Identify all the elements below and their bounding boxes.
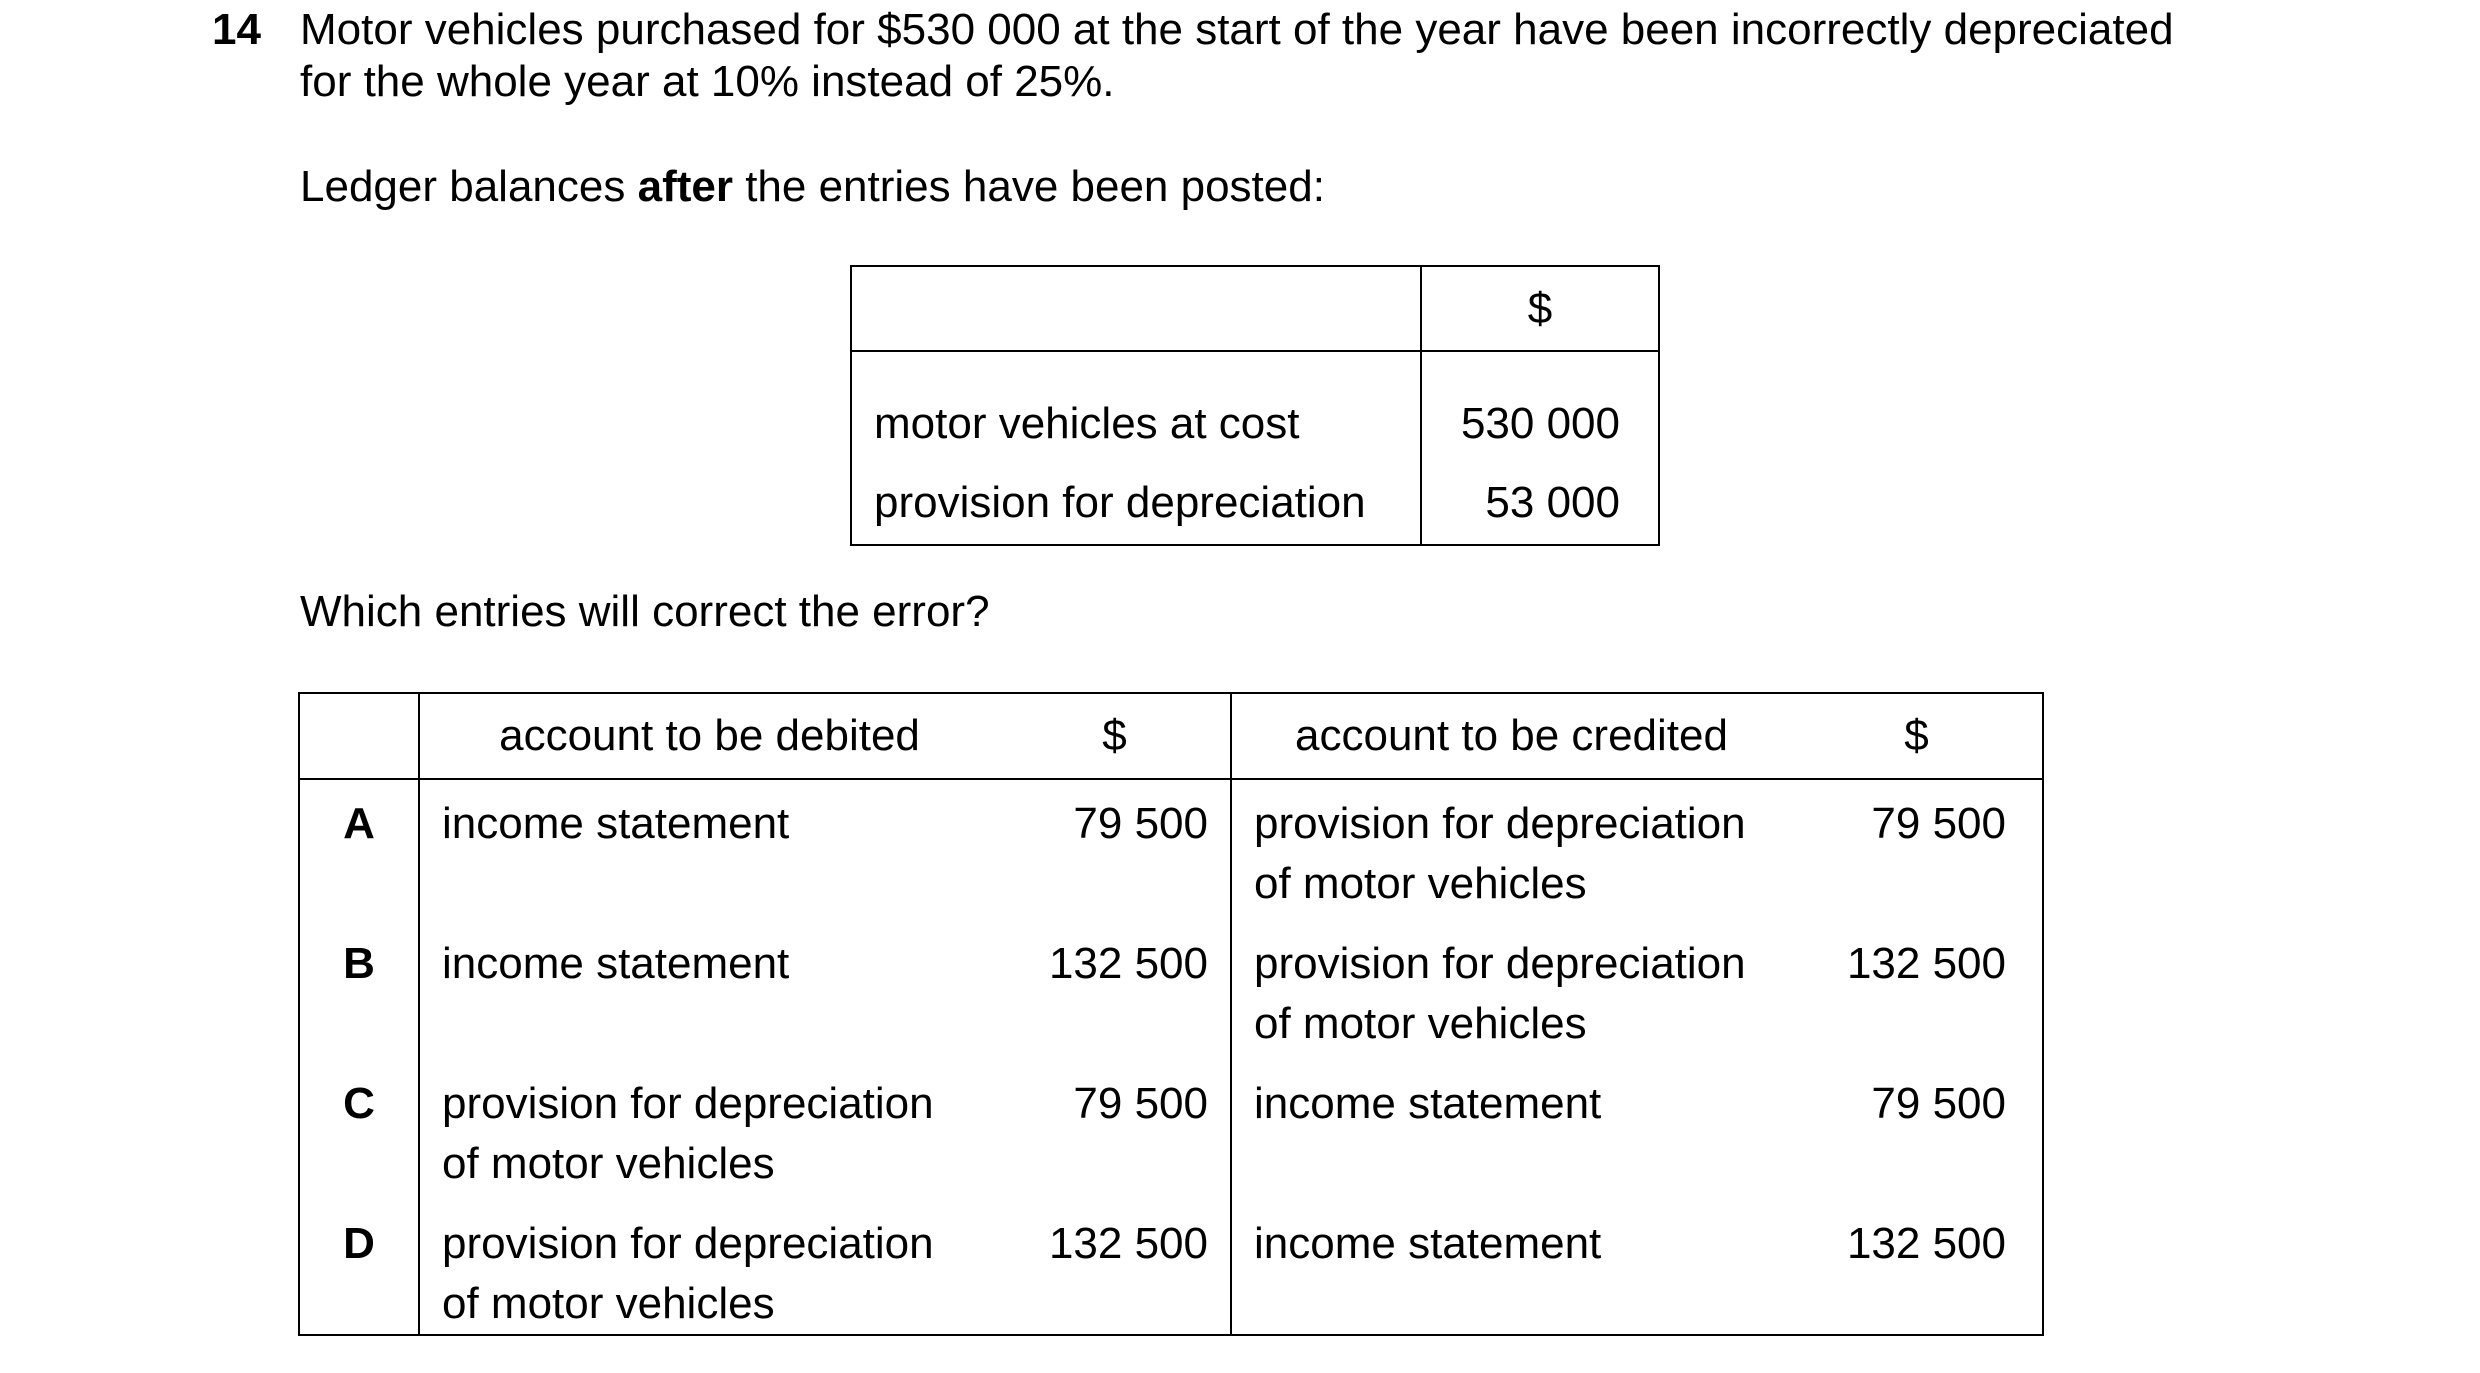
- option-letter[interactable]: D: [299, 1214, 419, 1335]
- options-header-blank: [299, 693, 419, 779]
- option-credit-line-1: income statement: [1254, 1079, 1602, 1128]
- option-debit-line-1: income statement: [442, 799, 790, 848]
- option-debit-line-2: [442, 854, 999, 914]
- option-debit-line-1: provision for depreciation: [442, 1079, 934, 1128]
- option-credit-account: [1231, 1214, 1791, 1335]
- option-letter[interactable]: C: [299, 1074, 419, 1214]
- option-credit-line-1: income statement: [1254, 1219, 1602, 1268]
- ledger-intro: [300, 161, 1325, 213]
- option-letter[interactable]: A: [299, 779, 419, 934]
- option-credit-line-2: [1254, 1134, 1791, 1194]
- option-credit-amount: 132 500: [1791, 934, 2043, 1074]
- option-credit-line-1: provision for depreciation: [1254, 799, 1746, 848]
- option-credit-line-2: [1254, 1274, 1791, 1334]
- question-text: [300, 4, 2400, 108]
- question-prompt: Which entries will correct the error?: [300, 587, 990, 636]
- ledger-balances-table: [850, 265, 1660, 546]
- option-row-a[interactable]: [299, 779, 2043, 934]
- ledger-row-name: provision for depreciation: [851, 461, 1421, 545]
- ledger-row-amount: 530 000: [1421, 351, 1659, 461]
- ledger-row: [851, 461, 1659, 545]
- option-debit-amount: 79 500: [999, 779, 1231, 934]
- option-debit-amount: 132 500: [999, 1214, 1231, 1335]
- option-debit-account: [419, 1214, 999, 1335]
- header-credit-currency: $: [1791, 693, 2043, 779]
- ledger-header-row: [851, 266, 1659, 351]
- ledger-row-name: motor vehicles at cost: [851, 351, 1421, 461]
- option-credit-amount: 79 500: [1791, 779, 2043, 934]
- ledger-header-currency: $: [1421, 266, 1659, 351]
- ledger-intro-pre: Ledger balances: [300, 162, 638, 211]
- option-row-d[interactable]: [299, 1214, 2043, 1335]
- header-debit-currency: $: [999, 693, 1231, 779]
- option-debit-line-2: of motor vehicles: [442, 1279, 775, 1328]
- option-debit-line-1: provision for depreciation: [442, 1219, 934, 1268]
- option-debit-account: [419, 1074, 999, 1214]
- option-debit-line-1: income statement: [442, 939, 790, 988]
- ledger-intro-post: the entries have been posted:: [732, 162, 1325, 211]
- option-debit-amount: 79 500: [999, 1074, 1231, 1214]
- option-letter[interactable]: B: [299, 934, 419, 1074]
- option-credit-amount: 132 500: [1791, 1214, 2043, 1335]
- question-text-line-1: Motor vehicles purchased for $530 000 at the start of the year have been incorrectly depreciated: [300, 5, 2174, 54]
- option-debit-account: [419, 779, 999, 934]
- options-table: [298, 692, 2044, 1336]
- option-row-c[interactable]: [299, 1074, 2043, 1214]
- ledger-row: [851, 351, 1659, 461]
- options-header-row: [299, 693, 2043, 779]
- option-debit-line-2: [442, 994, 999, 1054]
- question-text-line-2: for the whole year at 10% instead of 25%.: [300, 57, 1115, 106]
- option-credit-account: [1231, 1074, 1791, 1214]
- option-row-b[interactable]: [299, 934, 2043, 1074]
- question-number: 14: [212, 5, 261, 54]
- option-credit-line-2: of motor vehicles: [1254, 999, 1587, 1048]
- header-account-debited: account to be debited: [419, 693, 999, 779]
- option-credit-amount: 79 500: [1791, 1074, 2043, 1214]
- option-debit-amount: 132 500: [999, 934, 1231, 1074]
- option-debit-account: [419, 934, 999, 1074]
- option-credit-line-1: provision for depreciation: [1254, 939, 1746, 988]
- ledger-intro-bold: after: [637, 162, 733, 211]
- option-credit-line-2: of motor vehicles: [1254, 859, 1587, 908]
- header-account-credited: account to be credited: [1231, 693, 1791, 779]
- option-credit-account: [1231, 934, 1791, 1074]
- option-credit-account: [1231, 779, 1791, 934]
- ledger-row-amount: 53 000: [1421, 461, 1659, 545]
- ledger-header-blank: [851, 266, 1421, 351]
- option-debit-line-2: of motor vehicles: [442, 1139, 775, 1188]
